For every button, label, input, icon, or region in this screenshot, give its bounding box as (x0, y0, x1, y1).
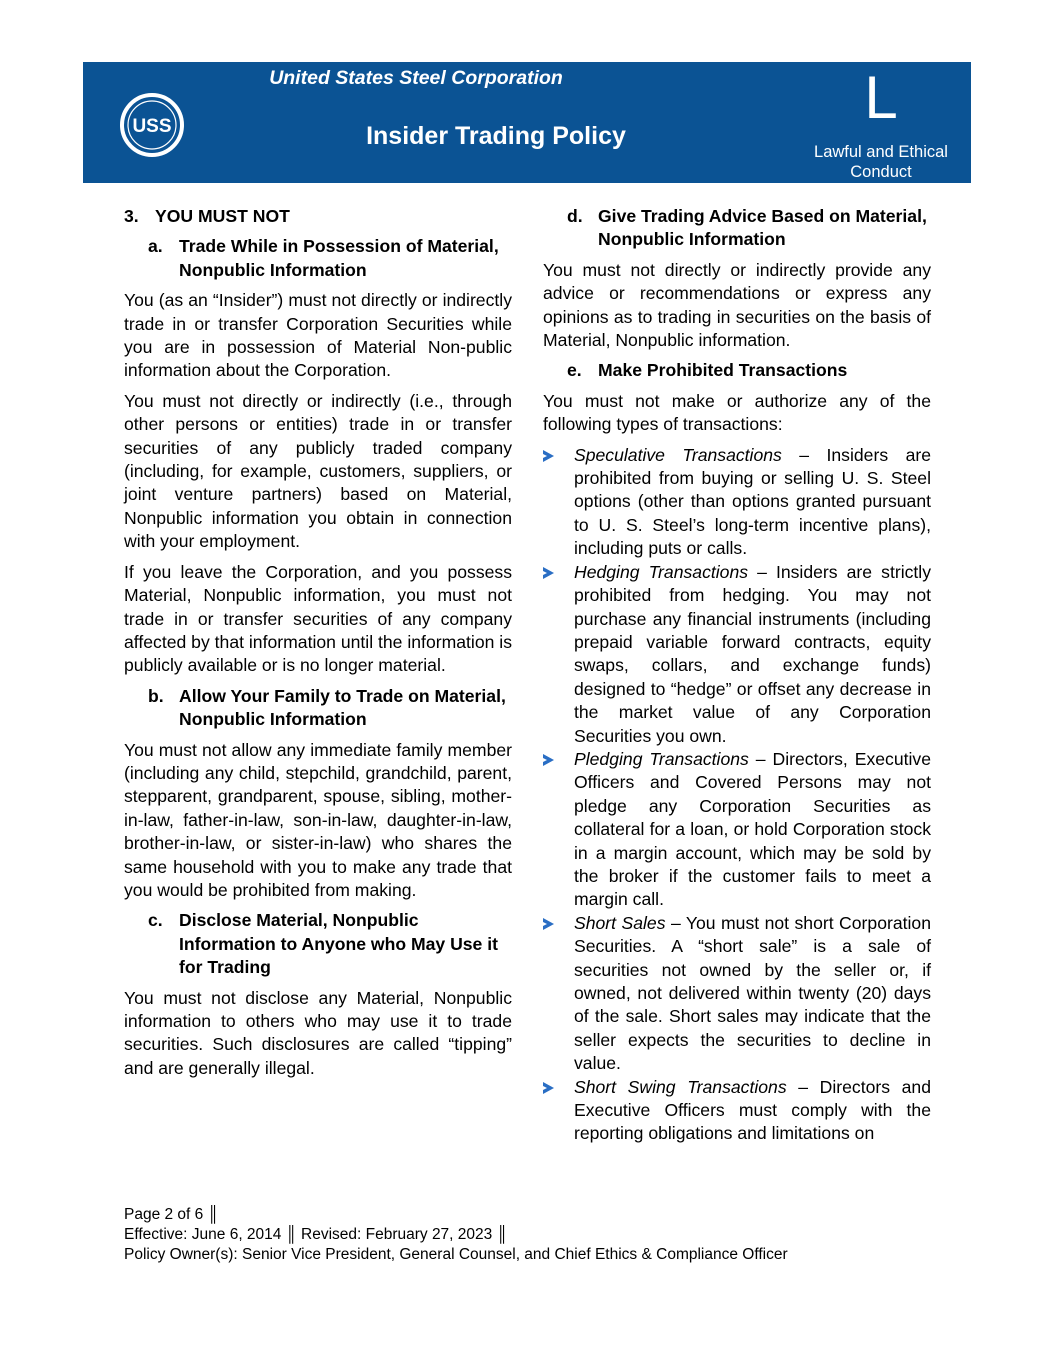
subsection-label: e. (567, 360, 582, 381)
page-footer (124, 1205, 788, 1265)
arrow-bullet-icon (543, 450, 554, 462)
subsection-heading-b (124, 685, 512, 732)
subsection-label: b. (148, 685, 164, 706)
subsection-title: Disclose Material, Nonpublic Information to Anyone who May Use it for Trading (179, 910, 498, 978)
subsection-label: d. (567, 206, 583, 226)
term-description: – Insiders are prohibited from buying or selling U. S. Steel options (other than options granted pursuant to U. S. Steel’s long-term incentive plans), including puts or calls. (574, 444, 931, 559)
subsection-title: Give Trading Advice Based on Material, Nonpublic Information (598, 206, 927, 250)
section-title: YOU MUST NOT (155, 206, 290, 226)
term: Pledging Transactions (574, 748, 749, 769)
arrow-bullet-icon (543, 1082, 554, 1094)
paragraph: You must not allow any immediate family member (including any child, stepchild, grandchild, parent, stepparent, grandparent, spouse, sibling, mother-in-law, father-in-law, son-in-law, daughter-in-law, brother-in-law, or sister-in-law) who shares the same household with you to make any trade that you would be prohibited from making. (124, 739, 512, 900)
right-column (543, 205, 931, 1146)
left-column (124, 205, 512, 1087)
term: Short Swing Transactions (574, 1076, 787, 1097)
term: Short Sales (574, 912, 666, 933)
subsection-title: Make Prohibited Transactions (598, 360, 848, 381)
arrow-bullet-icon (543, 754, 554, 766)
policy-title: Insider Trading Policy (366, 122, 626, 150)
paragraph: You must not directly or indirectly (i.e., through other persons or entities) trade in or transfer securities of any publicly traded company (including, for example, customers, suppliers, or joint venture partners) based on Material, Nonpublic information you obtain in connection with your employment. (124, 390, 512, 552)
subsection-heading-e (543, 359, 931, 382)
policy-owner: Policy Owner(s): Senior Vice President, General Counsel, and Chief Ethics & Compliance Officer (124, 1246, 788, 1263)
list-item (543, 444, 931, 561)
arrow-bullet-icon (543, 918, 554, 930)
effective-dates: Effective: June 6, 2014 ║ Revised: February 27, 2023 ║ (124, 1226, 508, 1243)
list-item (543, 1076, 931, 1146)
paragraph: You must not directly or indirectly provide any advice or recommendations or express any opinions as to trading in securities on the basis of Material, Nonpublic information. (543, 259, 931, 351)
svg-text:USS: USS (132, 116, 172, 137)
section-heading (124, 205, 512, 228)
term: Speculative Transactions (574, 444, 782, 465)
subsection-heading-a (124, 235, 512, 282)
category-name: Lawful and Ethical Conduct (814, 143, 948, 181)
page-header (83, 62, 971, 183)
corporation-name: United States Steel Corporation (269, 67, 563, 89)
arrow-bullet-icon (543, 567, 554, 579)
term-description: – Directors, Executive Officers and Covered Persons may not pledge any Corporation Securities as collateral for a loan, or hold Corporation stock in a margin account, which may be sold by the broker if the customer fails to meet a margin call. (574, 748, 932, 910)
paragraph: You (as an “Insider”) must not directly or indirectly trade in or transfer Corporation Securities while you are in possession of Material Non-public information about the Corporation. (124, 290, 512, 381)
subsection-heading-d (543, 205, 931, 252)
term-description: – You must not short Corporation Securities. A “short sale” is a sale of securities not owned by the seller or, if owned, not delivered within twenty (20) days of the sale. Short sales may indicate that the seller expects the securities to decline in value. (574, 912, 931, 1074)
prohibited-transactions-list (543, 444, 931, 1146)
subsection-label: a. (148, 236, 163, 257)
subsection-heading-c (124, 909, 512, 979)
page-number: Page 2 of 6 ║ (124, 1206, 219, 1223)
list-item (543, 912, 931, 1076)
term-description: – Insiders are strictly prohibited from hedging. You may not purchase any financial instruments (including prepaid variable forward contracts, equity swaps, collars, and exchange funds) designed to “hedge” or offset any decrease in the market value of any Corporation Securities you own. (574, 561, 931, 746)
subsection-title: Trade While in Possession of Material, Nonpublic Information (179, 236, 499, 280)
list-item (543, 748, 931, 912)
category-letter: L (864, 64, 898, 131)
list-item (543, 561, 931, 748)
paragraph: You must not make or authorize any of the following types of transactions: (543, 390, 931, 435)
paragraph: If you leave the Corporation, and you possess Material, Nonpublic information, you must not trade in or transfer securities of any company affected by that information until the information is publicly available or is no longer material. (124, 561, 512, 676)
subsection-label: c. (148, 910, 163, 931)
subsection-title: Allow Your Family to Trade on Material, Nonpublic Information (179, 685, 506, 730)
term-description: – Directors and Executive Officers must comply with the reporting obligations and limitations on (574, 1076, 931, 1144)
section-number: 3. (124, 206, 139, 226)
paragraph: You must not disclose any Material, Nonpublic information to others who may use it to trade securities. Such disclosures are called “tipping” and are generally illegal. (124, 987, 512, 1078)
term: Hedging Transactions (574, 561, 749, 582)
